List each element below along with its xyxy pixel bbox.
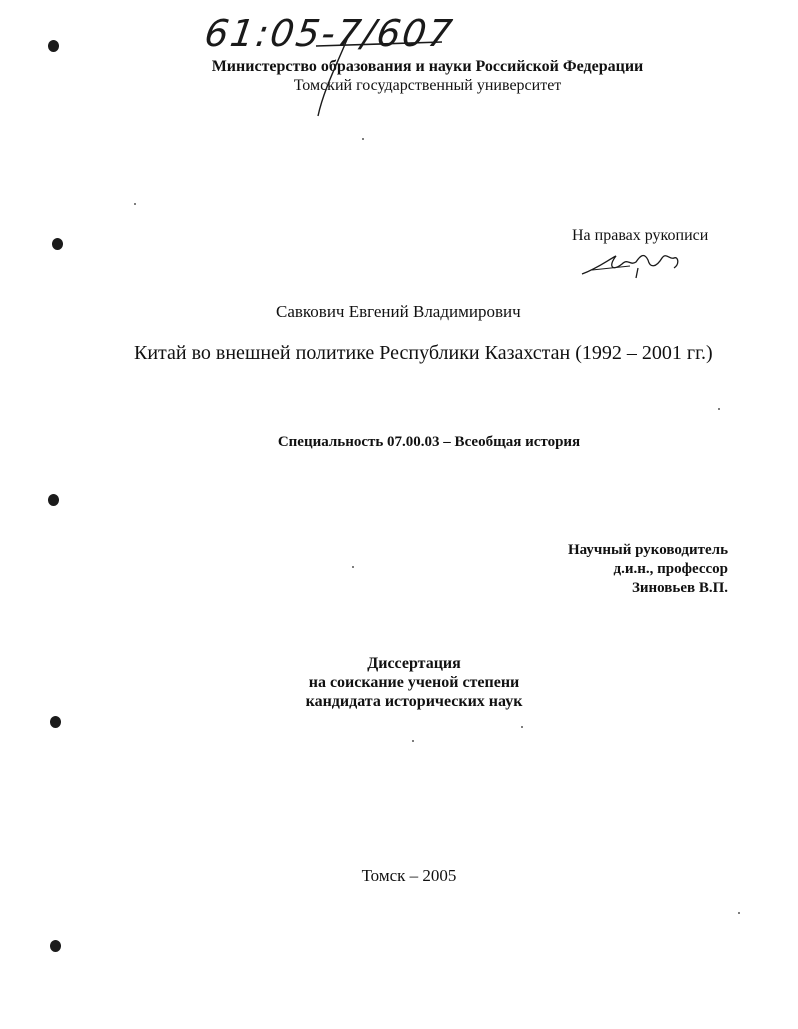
manuscript-rights: На правах рукописи xyxy=(572,227,709,244)
handwritten-archive-code: 61:05-7/607 xyxy=(201,12,457,55)
scan-speck xyxy=(738,912,740,914)
punch-hole xyxy=(50,716,61,728)
punch-hole xyxy=(52,238,63,250)
scan-speck xyxy=(521,726,523,728)
dissertation-label: Диссертация xyxy=(367,655,461,672)
author-name: Савкович Евгений Владимирович xyxy=(276,302,521,321)
advisor-name: Зиновьев В.П. xyxy=(631,580,728,596)
punch-hole xyxy=(50,940,61,952)
scan-speck xyxy=(352,566,354,568)
degree-name: кандидата исторических наук xyxy=(305,693,523,710)
advisor-degree: д.и.н., профессор xyxy=(613,561,728,577)
place-year: Томск – 2005 xyxy=(361,866,457,885)
university-line: Томский государственный университет xyxy=(293,77,562,94)
ministry-line: Министерство образования и науки Российской Федерации xyxy=(211,58,644,75)
dissertation-title: Китай во внешней политике Республики Казахстан (1992 – 2001 гг.) xyxy=(134,342,713,364)
punch-hole xyxy=(48,40,59,52)
scan-speck xyxy=(718,408,720,410)
specialty-line: Специальность 07.00.03 – Всеобщая история xyxy=(277,434,581,450)
scan-speck xyxy=(134,203,136,205)
degree-purpose: на соискание ученой степени xyxy=(308,674,520,691)
punch-hole xyxy=(48,494,59,506)
author-signature xyxy=(578,246,688,280)
scan-speck xyxy=(412,740,414,742)
scan-speck xyxy=(362,138,364,140)
advisor-role: Научный руководитель xyxy=(568,542,728,558)
